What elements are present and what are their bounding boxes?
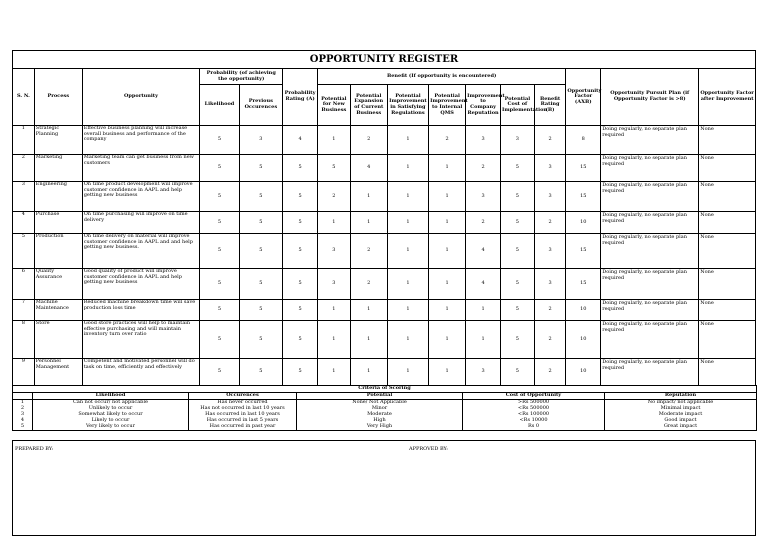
cell-qms: 1: [429, 321, 466, 359]
cell-opportunity-factor: 15: [566, 182, 601, 212]
cell-cost: 3: [501, 126, 535, 155]
cell-sn: 9: [13, 359, 35, 386]
criteria-cost: <Rs 10000: [463, 418, 605, 424]
cell-factor-after: None: [699, 126, 756, 155]
criteria-cost: Rs 0: [463, 424, 605, 431]
cell-factor-after: None: [699, 321, 756, 359]
criteria-score: 2: [13, 406, 33, 412]
header-pursuit-plan: Opportunity Pursuit Plan (if Opportunity Factor is >8): [601, 69, 699, 126]
cell-likelihood: 5: [200, 212, 239, 234]
cell-probability-rating: 5: [283, 359, 318, 386]
cell-cost: 5: [501, 212, 535, 234]
cell-qms: 1: [429, 359, 466, 386]
cell-regulations: 1: [387, 300, 428, 321]
cell-regulations: 1: [387, 182, 428, 212]
cell-opportunity: Good quality of product will improve customer confidence in AAPL and help getting new business: [82, 269, 200, 300]
cell-benefit-rating: 2: [534, 359, 566, 386]
cell-previous: 5: [239, 182, 283, 212]
cell-factor-after: None: [699, 300, 756, 321]
cell-likelihood: 5: [200, 359, 239, 386]
cell-benefit-rating: 3: [534, 234, 566, 269]
criteria-potential: High: [297, 418, 463, 424]
cell-previous: 3: [239, 126, 283, 155]
cell-expansion: 2: [350, 126, 387, 155]
cell-benefit-rating: 2: [534, 321, 566, 359]
cell-reputation: 3: [466, 126, 501, 155]
cell-qms: 1: [429, 182, 466, 212]
cell-pursuit-plan: Doing regularly, no separate plan required: [601, 212, 699, 234]
header-improvement-reputation: Improvement to Company Reputation: [466, 85, 501, 126]
criteria-potential: Very High: [297, 424, 463, 431]
cell-process: Marketing: [34, 155, 82, 182]
cell-probability-rating: 5: [283, 269, 318, 300]
criteria-reputation: Good impact: [605, 418, 757, 424]
cell-pursuit-plan: Doing regularly, no separate plan required: [601, 155, 699, 182]
cell-qms: 1: [429, 155, 466, 182]
criteria-row: [13, 424, 757, 431]
cell-regulations: 1: [387, 155, 428, 182]
cell-process: Production: [34, 234, 82, 269]
cell-regulations: 1: [387, 212, 428, 234]
cell-expansion: 1: [350, 212, 387, 234]
cell-previous: 5: [239, 234, 283, 269]
criteria-potential: Moderate: [297, 412, 463, 418]
cell-process: Personnel Management: [34, 359, 82, 386]
table-row: [13, 212, 756, 234]
cell-pursuit-plan: Doing regularly, no separate plan required: [601, 234, 699, 269]
cell-pursuit-plan: Doing regularly, no separate plan required: [601, 300, 699, 321]
criteria-occurrences: Has occurred in last 5 years: [189, 418, 297, 424]
cell-reputation: 3: [466, 182, 501, 212]
cell-expansion: 1: [350, 182, 387, 212]
cell-opportunity: On time purchasing will improve on time delivery: [82, 212, 200, 234]
criteria-potential: None/ Not Applicable: [297, 400, 463, 407]
cell-pursuit-plan: Doing regularly, no separate plan required: [601, 269, 699, 300]
cell-benefit-rating: 3: [534, 269, 566, 300]
signature-footer: [12, 440, 756, 536]
cell-expansion: 2: [350, 234, 387, 269]
cell-sn: 5: [13, 234, 35, 269]
cell-opportunity-factor: 15: [566, 269, 601, 300]
criteria-occurrences: Has occurred in past year: [189, 424, 297, 431]
cell-likelihood: 5: [200, 321, 239, 359]
cell-qms: 2: [429, 126, 466, 155]
cell-probability-rating: 5: [283, 300, 318, 321]
criteria-potential: Minor: [297, 406, 463, 412]
cell-probability-rating: 5: [283, 234, 318, 269]
criteria-header-reputation: Reputation: [605, 393, 757, 400]
cell-opportunity-factor: 8: [566, 126, 601, 155]
cell-cost: 5: [501, 359, 535, 386]
cell-benefit-rating: 3: [534, 155, 566, 182]
cell-process: Machine Maintenance: [34, 300, 82, 321]
header-potential-expansion: Potential Expansion of Current Business: [350, 85, 387, 126]
cell-reputation: 2: [466, 155, 501, 182]
cell-qms: 1: [429, 269, 466, 300]
cell-sn: 4: [13, 212, 35, 234]
prepared-by-label: PREPARED BY:: [15, 446, 54, 452]
cell-expansion: 2: [350, 269, 387, 300]
cell-process: Purchase: [34, 212, 82, 234]
criteria-score: 5: [13, 424, 33, 431]
criteria-score: 4: [13, 418, 33, 424]
cell-previous: 5: [239, 155, 283, 182]
cell-new-business: 3: [318, 269, 351, 300]
cell-factor-after: None: [699, 359, 756, 386]
cell-regulations: 1: [387, 359, 428, 386]
cell-opportunity-factor: 10: [566, 321, 601, 359]
criteria-likelihood: Can not occur/ not applicable: [33, 400, 189, 407]
cell-sn: 8: [13, 321, 35, 359]
opportunity-register-table: [12, 68, 756, 386]
criteria-occurrences: Has not occurred in last 10 years: [189, 406, 297, 412]
criteria-likelihood: Very likely to occur: [33, 424, 189, 431]
criteria-title: Criteria of Scoring: [13, 386, 757, 393]
cell-reputation: 1: [466, 321, 501, 359]
cell-regulations: 1: [387, 269, 428, 300]
cell-opportunity: Effective business planning will increase overall business and performance of the company: [82, 126, 200, 155]
cell-pursuit-plan: Doing regularly, no separate plan required: [601, 321, 699, 359]
cell-process: Quality Assurance: [34, 269, 82, 300]
cell-likelihood: 5: [200, 126, 239, 155]
header-opportunity-factor: Opportunity Factor (AXB): [566, 69, 601, 126]
cell-regulations: 1: [387, 234, 428, 269]
header-sn: S. N.: [13, 69, 35, 126]
cell-sn: 2: [13, 155, 35, 182]
cell-benefit-rating: 2: [534, 126, 566, 155]
table-row: [13, 126, 756, 155]
header-benefit-rating: Benefit Rating (B): [534, 85, 566, 126]
cell-previous: 5: [239, 300, 283, 321]
cell-opportunity-factor: 15: [566, 234, 601, 269]
criteria-header-potential: Potential: [297, 393, 463, 400]
cell-reputation: 1: [466, 300, 501, 321]
cell-cost: 5: [501, 155, 535, 182]
criteria-header-cost: Cost of Opportunity: [463, 393, 605, 400]
cell-likelihood: 5: [200, 234, 239, 269]
cell-regulations: 1: [387, 321, 428, 359]
criteria-reputation: Minimal impact: [605, 406, 757, 412]
cell-likelihood: 5: [200, 300, 239, 321]
cell-new-business: 1: [318, 321, 351, 359]
criteria-reputation: No impact/ not applicable: [605, 400, 757, 407]
cell-sn: 1: [13, 126, 35, 155]
cell-new-business: 1: [318, 300, 351, 321]
cell-probability-rating: 5: [283, 212, 318, 234]
cell-opportunity: On time delivery on material will improve customer confidence in AAPL and and help getting new business.: [82, 234, 200, 269]
cell-cost: 5: [501, 182, 535, 212]
header-factor-after: Opportunity Factor after Improvement: [699, 69, 756, 126]
criteria-likelihood: Unlikely to occur: [33, 406, 189, 412]
cell-sn: 3: [13, 182, 35, 212]
cell-previous: 5: [239, 321, 283, 359]
table-row: [13, 269, 756, 300]
criteria-cost: >Rs 500000: [463, 400, 605, 407]
cell-expansion: 1: [350, 300, 387, 321]
criteria-occurrences: Has never occurred: [189, 400, 297, 407]
cell-sn: 6: [13, 269, 35, 300]
cell-opportunity-factor: 10: [566, 212, 601, 234]
cell-probability-rating: 5: [283, 155, 318, 182]
cell-process: Strategic Planning: [34, 126, 82, 155]
table-row: [13, 359, 756, 386]
cell-new-business: 2: [318, 182, 351, 212]
criteria-header-occurrences: Occurences: [189, 393, 297, 400]
cell-previous: 5: [239, 212, 283, 234]
cell-new-business: 1: [318, 126, 351, 155]
criteria-occurrences: Has occurred in last 10 years: [189, 412, 297, 418]
criteria-cost: <Rs 500000: [463, 406, 605, 412]
cell-opportunity: Reduced machine breakdown time will save production loss time: [82, 300, 200, 321]
cell-factor-after: None: [699, 212, 756, 234]
cell-probability-rating: 5: [283, 321, 318, 359]
cell-pursuit-plan: Doing regularly, no separate plan required: [601, 182, 699, 212]
cell-previous: 5: [239, 359, 283, 386]
criteria-score: 3: [13, 412, 33, 418]
cell-opportunity-factor: 10: [566, 300, 601, 321]
criteria-reputation: Moderate impact: [605, 412, 757, 418]
criteria-score: 1: [13, 400, 33, 407]
table-row: [13, 234, 756, 269]
cell-probability-rating: 4: [283, 126, 318, 155]
approved-by-label: APPROVED BY:: [409, 446, 448, 452]
cell-process: Engineering: [34, 182, 82, 212]
cell-factor-after: None: [699, 155, 756, 182]
cell-benefit-rating: 3: [534, 182, 566, 212]
cell-opportunity-factor: 15: [566, 155, 601, 182]
cell-likelihood: 5: [200, 182, 239, 212]
header-potential-new-business: Potential for New Business: [318, 85, 351, 126]
criteria-likelihood: Likely to occur: [33, 418, 189, 424]
cell-probability-rating: 5: [283, 182, 318, 212]
cell-opportunity-factor: 10: [566, 359, 601, 386]
register-title: OPPORTUNITY REGISTER: [12, 50, 756, 68]
criteria-reputation: Great impact: [605, 424, 757, 431]
cell-cost: 5: [501, 321, 535, 359]
cell-reputation: 4: [466, 269, 501, 300]
cell-reputation: 2: [466, 212, 501, 234]
cell-opportunity: On time product development will improve customer confidence in AAPL and help getting new business: [82, 182, 200, 212]
header-probability-group: Probability (of achieving the opportunity): [200, 69, 283, 85]
cell-previous: 5: [239, 269, 283, 300]
header-opportunity: Opportunity: [82, 69, 200, 126]
header-probability-rating: Probability Rating (A): [283, 69, 318, 126]
cell-likelihood: 5: [200, 155, 239, 182]
cell-pursuit-plan: Doing regularly, no separate plan required: [601, 359, 699, 386]
cell-cost: 5: [501, 234, 535, 269]
cell-expansion: 1: [350, 321, 387, 359]
cell-sn: 7: [13, 300, 35, 321]
criteria-likelihood: Somewhat likely to occur: [33, 412, 189, 418]
cell-cost: 5: [501, 300, 535, 321]
criteria-header-likelihood: Likelihood: [33, 393, 189, 400]
cell-expansion: 4: [350, 155, 387, 182]
cell-opportunity: Marketing team can get business from new customers: [82, 155, 200, 182]
header-process: Process: [34, 69, 82, 126]
cell-benefit-rating: 2: [534, 300, 566, 321]
cell-qms: 1: [429, 212, 466, 234]
cell-new-business: 1: [318, 212, 351, 234]
cell-pursuit-plan: Doing regularly, no separate plan required: [601, 126, 699, 155]
cell-opportunity: Competent and motivated personnel will do task on time, efficiently and effectively: [82, 359, 200, 386]
cell-expansion: 1: [350, 359, 387, 386]
cell-cost: 5: [501, 269, 535, 300]
header-potential-regulations: Potential Improvement in Satisfying Regulations: [387, 85, 428, 126]
header-potential-qms: Potential Improvement to Internal QMS: [429, 85, 466, 126]
cell-qms: 1: [429, 234, 466, 269]
header-likelihood: Likelihood: [200, 85, 239, 126]
table-row: [13, 155, 756, 182]
header-potential-cost: Potential Cost of Implementation: [501, 85, 535, 126]
criteria-cost: <Rs 100000: [463, 412, 605, 418]
criteria-of-scoring-table: [12, 385, 757, 431]
cell-new-business: 5: [318, 155, 351, 182]
cell-factor-after: None: [699, 269, 756, 300]
cell-new-business: 3: [318, 234, 351, 269]
cell-factor-after: None: [699, 234, 756, 269]
cell-opportunity: Good store practices will help to maintain effective purchasing and will maintain inventory turn over ratio: [82, 321, 200, 359]
header-benefit-group: Benefit (If opportunity is encountered): [318, 69, 566, 85]
cell-likelihood: 5: [200, 269, 239, 300]
cell-regulations: 1: [387, 126, 428, 155]
cell-reputation: 3: [466, 359, 501, 386]
cell-benefit-rating: 2: [534, 212, 566, 234]
cell-factor-after: None: [699, 182, 756, 212]
table-row: [13, 182, 756, 212]
header-previous-occurrences: Previous Occurences: [239, 85, 283, 126]
table-row: [13, 321, 756, 359]
cell-qms: 1: [429, 300, 466, 321]
cell-reputation: 4: [466, 234, 501, 269]
cell-new-business: 1: [318, 359, 351, 386]
cell-process: Store: [34, 321, 82, 359]
table-row: [13, 300, 756, 321]
